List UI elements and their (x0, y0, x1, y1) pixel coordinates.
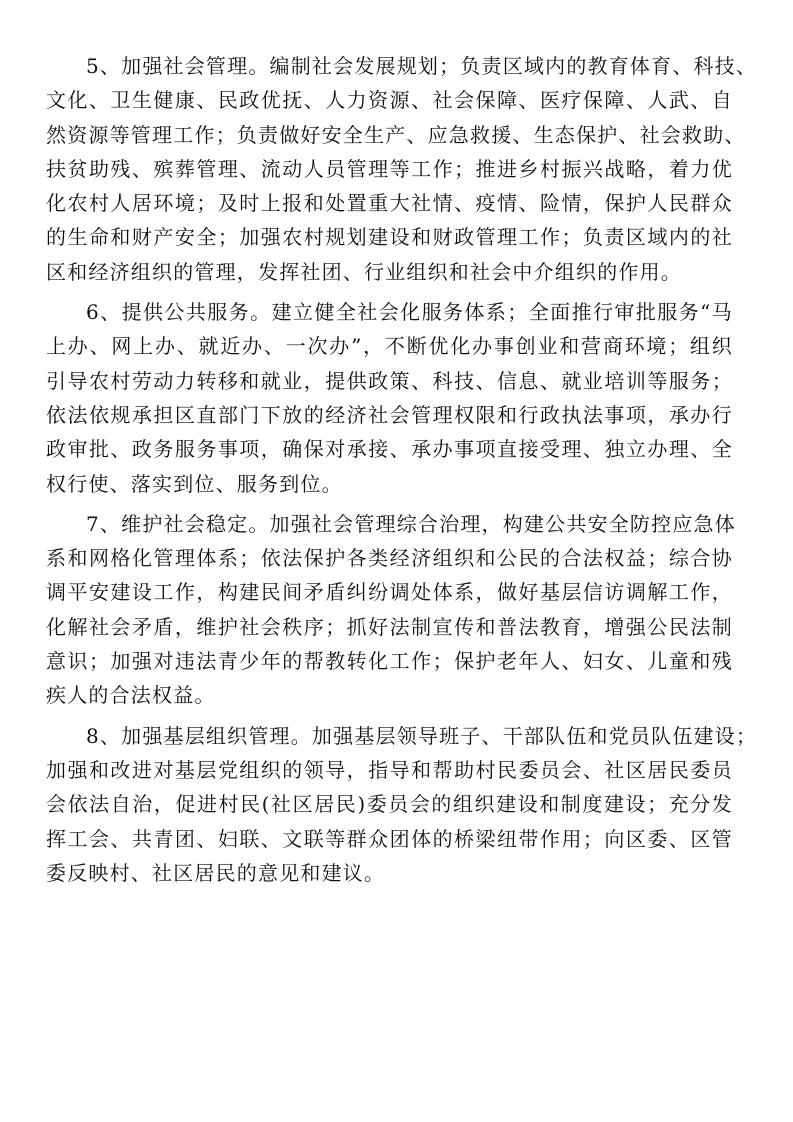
text-line: 然资源等管理工作；负责做好安全生产、应急救援、生态保护、社会救助、 (46, 122, 746, 147)
paragraph-5-social-management (46, 49, 758, 289)
text-line: 化农村人居环境；及时上报和处置重大社情、疫情、险情，保护人民群众 (46, 191, 733, 216)
text-line: 6、提供公共服务。建立健全社会化服务体系；全面推行审批服务“马 (86, 300, 733, 325)
text-line: 系和网格化管理体系；依法保护各类经济组织和公民的合法权益；综合协 (46, 546, 733, 571)
text-line: 政审批、政务服务事项，确保对承接、承办事项直接受理、独立办理、全 (46, 437, 733, 462)
text-line: 调平安建设工作，构建民间矛盾纠纷调处体系，做好基层信访调解工作， (46, 580, 733, 605)
text-line: 上办、网上办、就近办、一次办”，不断优化办事创业和营商环境；组织 (46, 334, 733, 359)
paragraph-6-public-services (46, 295, 733, 501)
text-line: 疾人的合法权益。 (46, 683, 216, 708)
text-line: 7、维护社会稳定。加强社会管理综合治理，构建公共安全防控应急体 (86, 511, 736, 536)
text-line: 委反映村、社区居民的意见和建议。 (46, 860, 386, 885)
text-line: 意识；加强对违法青少年的帮教转化工作；保护老年人、妇女、儿童和残 (46, 649, 733, 674)
text-line: 扶贫助残、殡葬管理、流动人员管理等工作；推进乡村振兴战略，着力优 (46, 156, 733, 181)
text-line: 文化、卫生健康、民政优抚、人力资源、社会保障、医疗保障、人武、自 (46, 88, 733, 113)
text-line: 区和经济组织的管理，发挥社团、行业组织和社会中介组织的作用。 (46, 259, 682, 284)
paragraph-8-grassroots-organization (46, 719, 758, 890)
text-line: 8、加强基层组织管理。加强基层领导班子、干部队伍和党员队伍建设； (86, 723, 758, 748)
text-line: 加强和改进对基层党组织的领导，指导和帮助村民委员会、社区居民委员 (46, 757, 733, 782)
text-line: 引导农村劳动力转移和就业，提供政策、科技、信息、就业培训等服务； (46, 368, 733, 393)
text-line: 化解社会矛盾，维护社会秩序；抓好法制宣传和普法教育，增强公民法制 (46, 614, 733, 639)
text-line: 5、加强社会管理。编制社会发展规划；负责区域内的教育体育、科技、 (86, 54, 758, 78)
paragraph-7-social-stability (46, 507, 736, 713)
text-line: 的生命和财产安全；加强农村规划建设和财政管理工作；负责区域内的社 (46, 225, 733, 250)
text-line: 权行使、落实到位、服务到位。 (46, 471, 343, 496)
text-line: 会依法自治，促进村民(社区居民)委员会的组织建设和制度建设；充分发 (46, 792, 733, 817)
text-line: 挥工会、共青团、妇联、文联等群众团体的桥梁纽带作用；向区委、区管 (46, 826, 733, 851)
text-line: 依法依规承担区直部门下放的经济社会管理权限和行政执法事项，承办行 (46, 402, 733, 427)
